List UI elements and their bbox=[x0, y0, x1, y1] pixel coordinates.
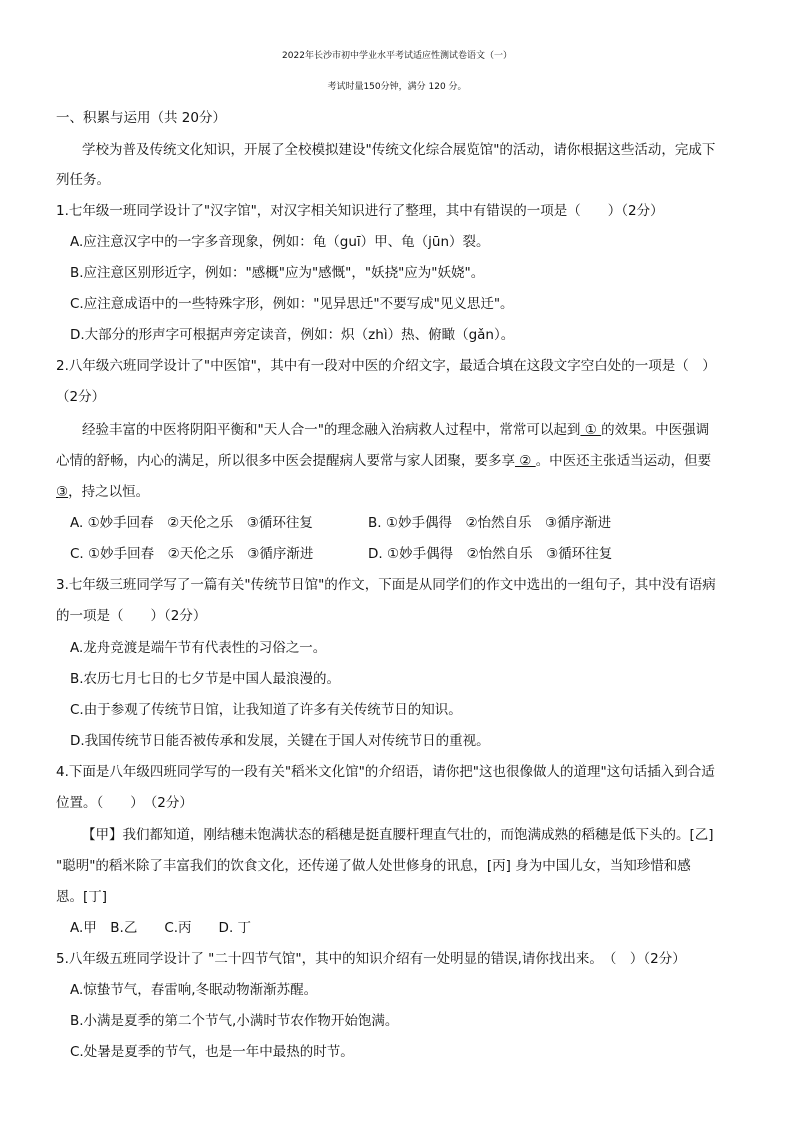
passage-text: 经验丰富的中医将阴阳平衡和"天人合一"的理念融入治病救人过程中，常常可以起到 bbox=[82, 422, 581, 438]
question-3-option-d: D.我国传统节日能否被传承和发展，关键在于国人对传统节日的重视。 bbox=[70, 733, 490, 749]
question-3-stem-line2: 的一项是（ ）（2分） bbox=[56, 608, 207, 624]
question-2-passage-line3 bbox=[56, 482, 149, 502]
exam-subtitle: 考试时量150分钟，满分 120 分。 bbox=[327, 82, 467, 92]
passage-text: 的效果。中医强调 bbox=[601, 422, 710, 438]
question-5-option-b: B.小满是夏季的第二个节气,小满时节农作物开始饱满。 bbox=[70, 1013, 399, 1029]
passage-text: ，持之以恒。 bbox=[68, 484, 150, 500]
question-2-passage-line1 bbox=[82, 420, 709, 440]
question-4-passage-line2: "聪明"的稻米除了丰富我们的饮食文化，还传递了做人处世修身的讯息，[丙] 身为中国儿女，当知珍惜和感 bbox=[56, 858, 691, 874]
question-1-option-a: A.应注意汉字中的一字多音现象，例如：龟（guī）甲、龟（jūn）裂。 bbox=[70, 234, 490, 250]
question-4-stem-line2: 位置。（ ） （2分） bbox=[56, 795, 193, 811]
question-2-stem-line2: （2分） bbox=[56, 389, 106, 405]
question-1-option-b: B.应注意区别形近字，例如："感概"应为"感慨"，"妖挠"应为"妖娆"。 bbox=[70, 265, 485, 281]
question-4-passage-line3: 恩。[丁] bbox=[56, 889, 108, 905]
question-3-option-c: C.由于参观了传统节日馆，让我知道了许多有关传统节日的知识。 bbox=[70, 702, 462, 718]
blank-2: ② bbox=[515, 453, 536, 469]
question-4-options: A.甲 B.乙 C.丙 D. 丁 bbox=[70, 920, 252, 936]
question-1-option-c: C.应注意成语中的一些特殊字形，例如："见异思迁"不要写成"见义思迁"。 bbox=[70, 296, 514, 312]
blank-3: ③ bbox=[56, 484, 69, 500]
exam-title: 2022年长沙市初中学业水平考试适应性测试卷语文（一） bbox=[282, 51, 512, 61]
section-intro-line1: 学校为普及传统文化知识，开展了全校模拟建设"传统文化综合展览馆"的活动，请你根据这些活动，完成下 bbox=[82, 142, 716, 158]
question-3-stem-line1: 3.七年级三班同学写了一篇有关"传统节日馆"的作文，下面是从同学们的作文中选出的一组句子，其中没有语病 bbox=[56, 577, 716, 593]
question-2-option-c: C. ①妙手回春 ②天伦之乐 ③循序渐进 bbox=[70, 546, 314, 562]
question-1-stem: 1.七年级一班同学设计了"汉字馆"，对汉字相关知识进行了整理，其中有错误的一项是（ ）（2分） bbox=[56, 203, 664, 219]
question-1-option-d: D.大部分的形声字可根据声旁定读音，例如：炽（zhì）热、俯瞰（gǎn）。 bbox=[70, 327, 515, 343]
question-4-passage-line1: 【甲】我们都知道，刚结穗未饱满状态的稻穗是挺直腰杆理直气壮的，而饱满成熟的稻穗是低下头的。[乙] bbox=[82, 827, 714, 843]
question-5-stem: 5.八年级五班同学设计了 "二十四节气馆"，其中的知识介绍有一处明显的错误,请你找出来。 （ ）（2分） bbox=[56, 951, 686, 967]
question-2-stem-line1: 2.八年级六班同学设计了"中医馆"，其中有一段对中医的介绍文字，最适合填在这段文字空白处的一项是（ ） bbox=[56, 358, 716, 374]
section-intro-line2: 列任务。 bbox=[56, 172, 110, 188]
question-2-option-b: B. ①妙手偶得 ②怡然自乐 ③循序渐进 bbox=[368, 515, 612, 531]
question-2-passage-line2 bbox=[56, 451, 711, 471]
question-3-option-b: B.农历七月七日的七夕节是中国人最浪漫的。 bbox=[70, 671, 341, 687]
question-3-option-a: A.龙舟竞渡是端午节有代表性的习俗之一。 bbox=[70, 640, 327, 656]
passage-text: 。中医还主张适当运动，但要 bbox=[535, 453, 712, 469]
passage-text: 心情的舒畅，内心的满足，所以很多中医会提醒病人要常与家人团聚，要多享 bbox=[56, 453, 515, 469]
question-2-option-a: A. ①妙手回春 ②天伦之乐 ③循环往复 bbox=[70, 515, 313, 531]
question-2-option-d: D. ①妙手偶得 ②怡然自乐 ③循环往复 bbox=[368, 546, 613, 562]
question-5-option-a: A.惊蛰节气，春雷响,冬眠动物渐渐苏醒。 bbox=[70, 982, 318, 998]
question-5-option-c: C.处暑是夏季的节气，也是一年中最热的时节。 bbox=[70, 1044, 354, 1060]
blank-1: ① bbox=[580, 422, 602, 438]
section-heading: 一、积累与运用（共 20分） bbox=[56, 110, 226, 126]
question-4-stem-line1: 4.下面是八年级四班同学写的一段有关"稻米文化馆"的介绍语，请你把"这也很像做人的道理"这句话插入到合适 bbox=[56, 764, 715, 780]
